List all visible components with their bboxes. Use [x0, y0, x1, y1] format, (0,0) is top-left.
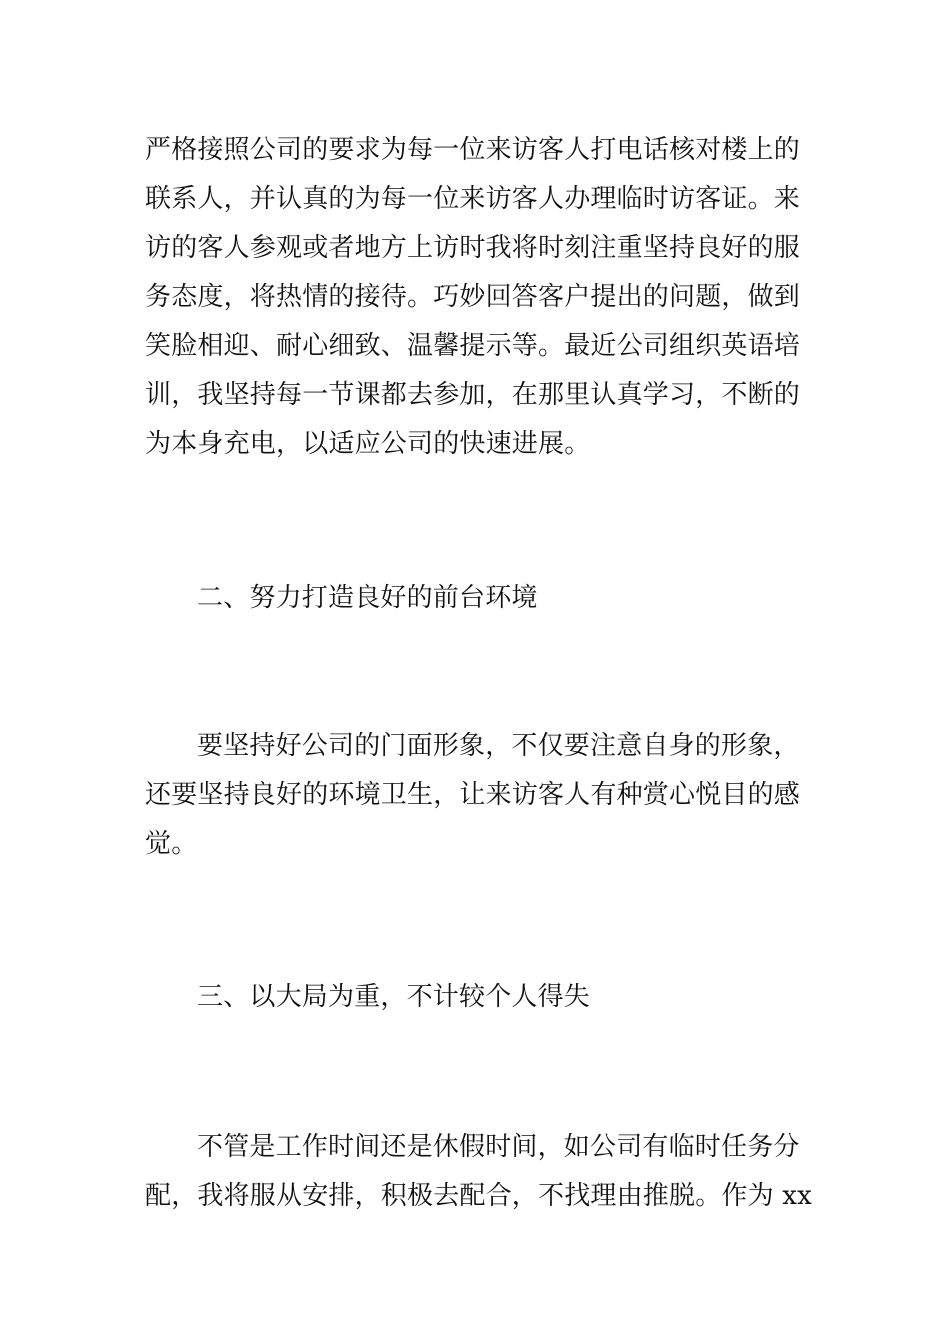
paragraph-line: 要坚持好公司的门面形象，不仅要注意自身的形象，	[197, 731, 800, 761]
paragraph-line: 联系人，并认真的为每一位来访客人办理临时访客证。来	[145, 184, 801, 214]
paragraph-line: 笑脸相迎、耐心细致、温馨提示等。最近公司组织英语培	[145, 331, 801, 361]
paragraph-line: 访的客人参观或者地方上访时我将时刻注重坚持良好的服	[145, 233, 801, 263]
paragraph-line: 务态度，将热情的接待。巧妙回答客户提出的问题，做到	[145, 282, 801, 312]
section-heading-3: 三、以大局为重，不计较个人得失	[197, 982, 591, 1012]
paragraph-line: 训，我坚持每一节课都去参加，在那里认真学习，不断的	[145, 380, 801, 410]
paragraph-line: 不管是工作时间还是休假时间，如公司有临时任务分	[197, 1132, 800, 1162]
paragraph-line: 为本身充电，以适应公司的快速进展。	[145, 429, 591, 459]
paragraph-line: 严格接照公司的要求为每一位来访客人打电话核对楼上的	[145, 135, 801, 165]
paragraph-line: 觉。	[145, 829, 198, 859]
paragraph-line: 还要坚持良好的环境卫生，让来访客人有种赏心悦目的感	[145, 780, 801, 810]
section-heading-2: 二、努力打造良好的前台环境	[197, 583, 538, 613]
paragraph-line: 配，我将服从安排，积极去配合，不找理由推脱。作为 xx	[145, 1181, 812, 1211]
